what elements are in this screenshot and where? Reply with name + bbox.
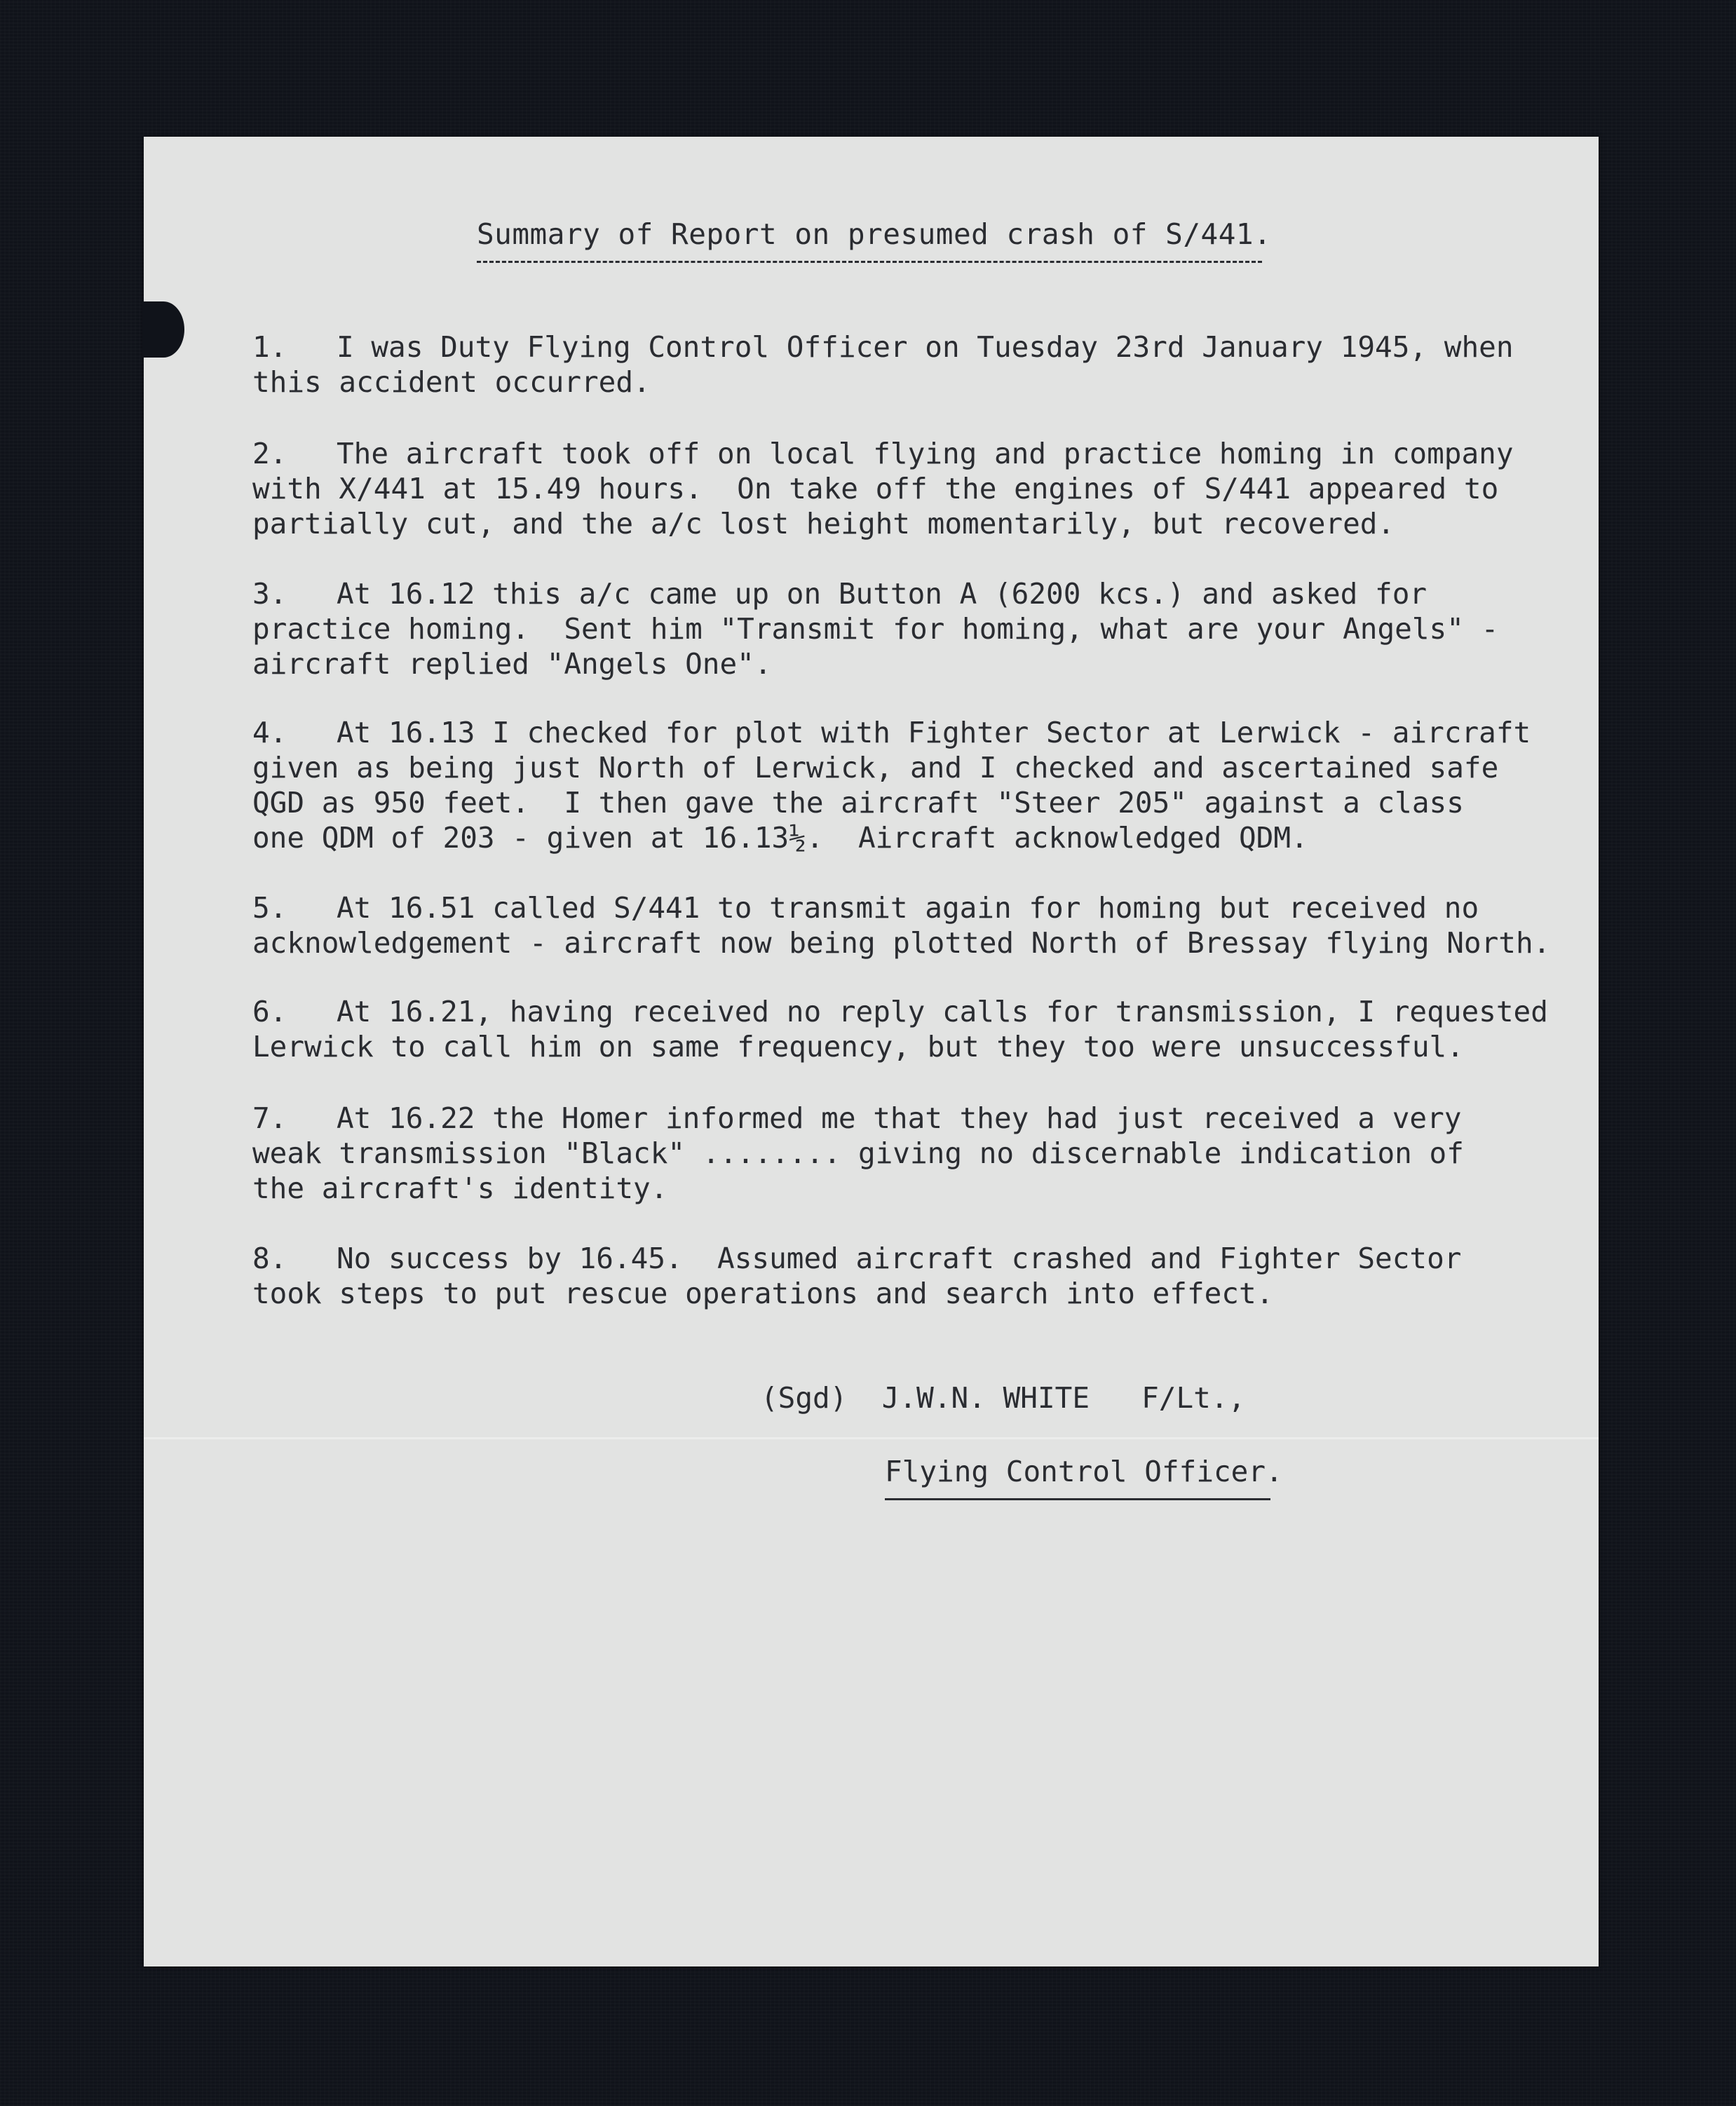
paragraph-number: 6. xyxy=(252,995,287,1028)
signature-line xyxy=(761,1381,1245,1415)
paragraph-number: 2. xyxy=(252,437,287,470)
paragraph-number: 1. xyxy=(252,330,287,364)
paragraph-8 xyxy=(252,1241,1571,1311)
paragraph-number: 4. xyxy=(252,716,287,749)
paragraph-text: No success by 16.45. Assumed aircraft crashed and Fighter Sector took steps to put rescue operations and search into effect. xyxy=(252,1242,1462,1310)
office-underline xyxy=(885,1498,1270,1500)
signature-rank: F/Lt., xyxy=(1141,1381,1246,1415)
paragraph-text: At 16.21, having received no reply calls for transmission, I requested Lerwick to call him on same frequency, but they too were unsuccessful. xyxy=(252,995,1548,1064)
signatory-office: Flying Control Officer. xyxy=(885,1455,1283,1488)
paragraph-text: At 16.51 called S/441 to transmit again for homing but received no acknowledgement - aircraft now being plotted North of Bressay flying North. xyxy=(252,891,1551,960)
paragraph-4 xyxy=(252,715,1571,855)
paragraph-number: 5. xyxy=(252,891,287,925)
signature-name: J.W.N. WHITE xyxy=(881,1381,1090,1415)
title-underline xyxy=(477,261,1262,263)
document-title: Summary of Report on presumed crash of S/441. xyxy=(477,217,1272,251)
paragraph-text: At 16.13 I checked for plot with Fighter Sector at Lerwick - aircraft given as being just North of Lerwick, and I checked and ascertained safe QGD as 950 feet. I then gave the aircraft "Steer 205" against a class one QDM of 203 - given at 16.13½. Aircraft acknowledged QDM. xyxy=(252,716,1531,855)
paragraph-2 xyxy=(252,436,1571,541)
paragraph-1 xyxy=(252,330,1571,400)
paragraph-text: The aircraft took off on local flying and practice homing in company with X/441 at 15.49 hours. On take off the engines of S/441 appeared to partially cut, and the a/c lost height momentarily, but recovered. xyxy=(252,437,1514,541)
paragraph-text: At 16.12 this a/c came up on Button A (6200 kcs.) and asked for practice homing. Sent him "Transmit for homing, what are your Angels" - aircraft replied "Angels One". xyxy=(252,577,1499,681)
paragraph-number: 7. xyxy=(252,1101,287,1135)
paragraph-number: 3. xyxy=(252,577,287,611)
paragraph-5 xyxy=(252,890,1571,960)
signature-sgd: (Sgd) xyxy=(761,1381,848,1415)
paragraph-text: I was Duty Flying Control Officer on Tuesday 23rd January 1945, when this accident occurred. xyxy=(252,330,1514,399)
paragraph-6 xyxy=(252,994,1571,1064)
page-notch xyxy=(142,301,184,358)
paragraph-3 xyxy=(252,576,1571,681)
paragraph-number: 8. xyxy=(252,1242,287,1275)
paragraph-7 xyxy=(252,1101,1571,1206)
paragraph-text: At 16.22 the Homer informed me that they had just received a very weak transmission "Black" ........ giving no discernable indication of the aircraft's identity. xyxy=(252,1101,1464,1205)
